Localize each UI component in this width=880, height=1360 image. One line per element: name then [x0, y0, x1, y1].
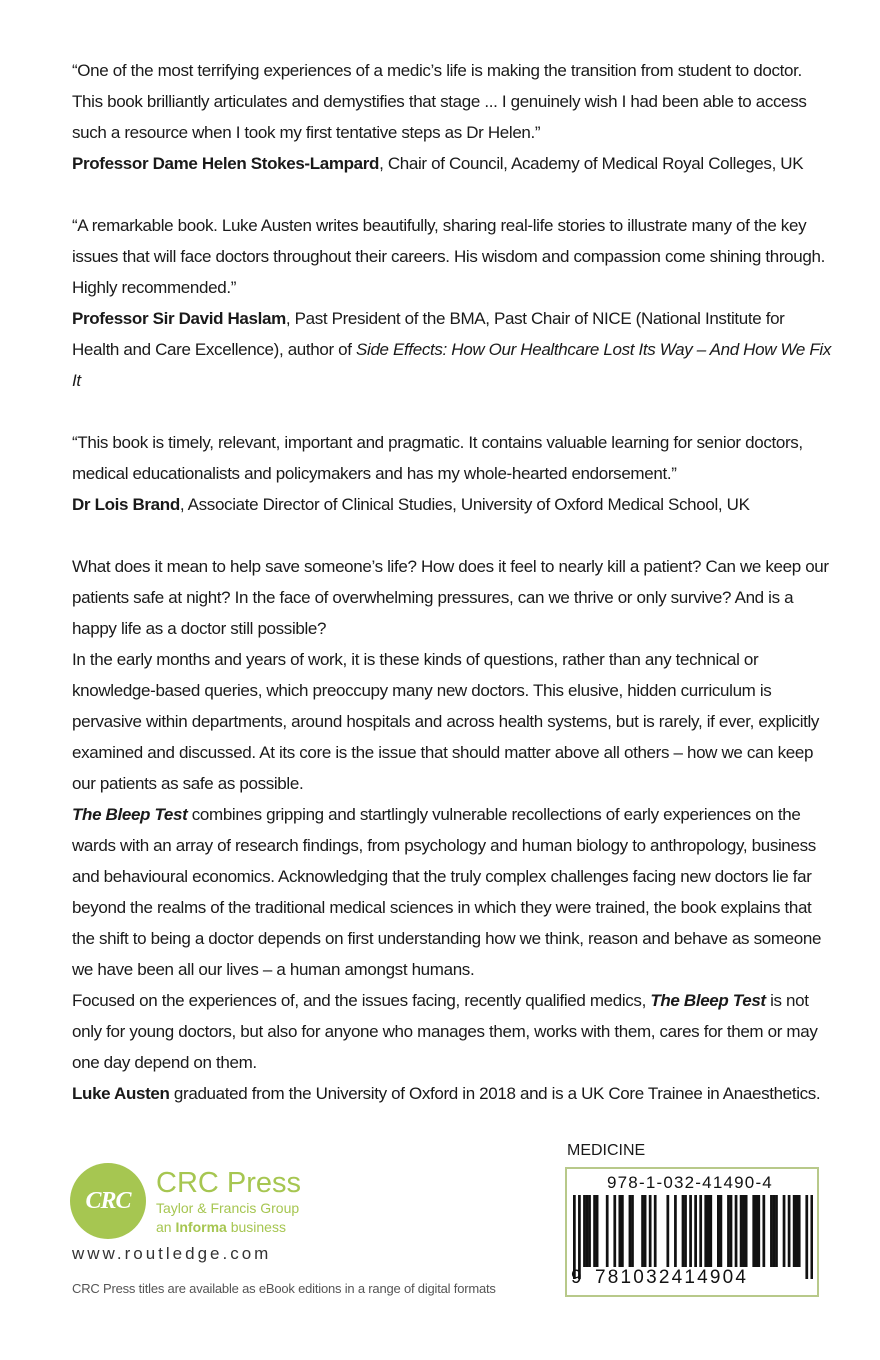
barcode-bar — [755, 1195, 758, 1267]
barcode-bar — [788, 1195, 791, 1267]
barcode-bar — [596, 1195, 599, 1267]
barcode-bar — [654, 1195, 657, 1267]
barcode-bar — [810, 1195, 813, 1279]
barcode-bar — [795, 1195, 798, 1267]
barcode-bar — [735, 1195, 738, 1267]
barcode-bar — [641, 1195, 644, 1267]
barcode-bar — [742, 1195, 745, 1267]
barcode-bar — [629, 1195, 632, 1267]
endorser-affiliation: , Chair of Council, Academy of Medical Royal Colleges, UK — [379, 154, 804, 173]
blurb-paragraph-3-text: combines gripping and startlingly vulnerable recollections of early experiences on the wards with an array of research findings, from psychology and human biology to anthropology, business and behavioural economics. Acknowledging that the truly complex challenges facing new doctors lie far beyond the realms of the traditional medical sciences in which they were trained, the book explains that the shift to being a doctor depends on first understanding how we think, reason and behave as someone we have been all our lives – a human amongst humans. — [72, 805, 822, 979]
barcode-bar — [682, 1195, 685, 1267]
publisher-wordmark — [156, 1167, 301, 1237]
publisher-group: Taylor & Francis Group — [156, 1200, 300, 1216]
barcode-bar — [727, 1195, 730, 1267]
endorser-affiliation: , Associate Director of Clinical Studies, University of Oxford Medical School, UK — [179, 495, 750, 514]
blurb-paragraph-4-text: is not only for young doctors, but also for anyone who manages them, works with them, cares for them or may one day depend on them. — [72, 991, 818, 1072]
barcode-bar — [674, 1195, 677, 1267]
barcode-bar — [709, 1195, 712, 1267]
business-brand: Informa — [175, 1219, 227, 1235]
blurb-paragraph-2: In the early months and years of work, it is these kinds of questions, rather than any technical or knowledge-based queries, which preoccupy many new doctors. This elusive, hidden curriculum is pervasive within departments, around hospitals and across health systems, but is rarely, if ever, explicitly examined and discussed. At its core is the issue that should matter above all others – how we can keep our patients as safe as possible. — [72, 650, 820, 793]
barcode-bar — [793, 1195, 796, 1267]
barcode-bar — [649, 1195, 652, 1267]
endorser-name: Professor Sir David Haslam — [72, 309, 286, 328]
endorser-work-title: Side Effects: How Our Healthcare Lost Its Way – And How We Fix It — [72, 340, 831, 390]
barcode-bar — [593, 1195, 596, 1267]
barcode-bar — [717, 1195, 720, 1267]
ean-digits: 781032414904 — [595, 1267, 749, 1288]
barcode-bar — [613, 1195, 616, 1267]
endorsement-quote: “A remarkable book. Luke Austen writes beautifully, sharing real-life stories to illustrate many of the key issues that will face doctors throughout their careers. His wisdom and compassion come shining through. Highly recommended.” — [72, 216, 825, 297]
barcode-bar — [707, 1195, 710, 1267]
business-suffix: business — [226, 1219, 286, 1235]
publisher-name: CRC Press — [156, 1167, 302, 1199]
endorsement — [72, 55, 832, 179]
barcode-bar — [805, 1195, 808, 1279]
isbn-barcode — [565, 1167, 819, 1297]
endorser-name: Professor Dame Helen Stokes-Lampard — [72, 154, 380, 173]
barcode-bar — [684, 1195, 687, 1267]
barcode-bar — [631, 1195, 634, 1267]
endorsement-credit — [72, 303, 832, 396]
barcode-bar — [745, 1195, 748, 1267]
ebook-note: CRC Press titles are available as eBook editions in a range of digital formats — [72, 1281, 496, 1296]
endorsement-credit — [72, 148, 832, 179]
barcode-bar — [621, 1195, 624, 1267]
business-prefix: an — [156, 1219, 176, 1235]
endorsement-credit — [72, 489, 832, 520]
barcode-bar — [704, 1195, 707, 1267]
barcode-bar — [588, 1195, 591, 1267]
publisher-business — [156, 1218, 301, 1237]
barcode-bar — [752, 1195, 755, 1267]
barcode-bar — [644, 1195, 647, 1267]
author-bio — [72, 1078, 832, 1109]
back-cover-text — [72, 55, 832, 1109]
blurb-paragraph-3 — [72, 799, 832, 985]
barcode-bar — [740, 1195, 743, 1267]
blurb-paragraph-4 — [72, 985, 832, 1078]
endorsement — [72, 210, 832, 396]
crc-logo-icon: CRC — [70, 1163, 146, 1239]
author-bio-text: graduated from the University of Oxford in 2018 and is a UK Core Trainee in Anaesthetics. — [169, 1084, 821, 1103]
barcode-bar — [699, 1195, 702, 1267]
author-name: Luke Austen — [72, 1084, 170, 1103]
endorser-name: Dr Lois Brand — [72, 495, 180, 514]
isbn-number: 978-1-032-41490-4 — [607, 1173, 773, 1192]
endorsement-quote: “This book is timely, relevant, important and pragmatic. It contains valuable learning for senior doctors, medical educationalists and policymakers and has my whole-hearted endorsement.” — [72, 433, 803, 483]
blurb-paragraph-4-lead: Focused on the experiences of, and the issues facing, recently qualified medics, — [72, 991, 651, 1010]
barcode-bar — [762, 1195, 765, 1267]
endorser-affiliation: , Past President of the BMA, Past Chair of NICE (National Institute for Health and Care Excellence), author of — [72, 309, 785, 359]
book-title: The Bleep Test — [650, 991, 766, 1010]
barcode-bar — [770, 1195, 773, 1267]
barcode-bar — [757, 1195, 760, 1267]
ean-first-digit: 9 — [571, 1267, 582, 1288]
barcode-bar — [773, 1195, 776, 1267]
barcode-bar — [783, 1195, 786, 1267]
publisher-website[interactable]: www.routledge.com — [72, 1244, 272, 1263]
subject-category: MEDICINE — [567, 1142, 646, 1159]
barcode-bar — [775, 1195, 778, 1267]
endorsement — [72, 427, 832, 520]
barcode-bar — [583, 1195, 586, 1267]
barcode-bar — [618, 1195, 621, 1267]
barcode-bar — [586, 1195, 589, 1267]
endorsement-quote: “One of the most terrifying experiences of a medic’s life is making the transition from student to doctor. This book brilliantly articulates and demystifies that stage ... I genuinely wish I had been able to access such a resource when I took my first tentative steps as Dr Helen.” — [72, 61, 807, 142]
book-title: The Bleep Test — [72, 805, 188, 824]
barcode-bar — [730, 1195, 733, 1267]
barcode-bar — [606, 1195, 609, 1267]
barcode-bar — [720, 1195, 723, 1267]
barcode-bar — [666, 1195, 669, 1267]
barcode-bar — [798, 1195, 801, 1267]
blurb-paragraph-1: What does it mean to help save someone’s life? How does it feel to nearly kill a patient? Can we keep our patients safe at night? In the face of overwhelming pressures, can we thrive or only survive? And is a happy life as a doctor still possible? — [72, 557, 829, 638]
